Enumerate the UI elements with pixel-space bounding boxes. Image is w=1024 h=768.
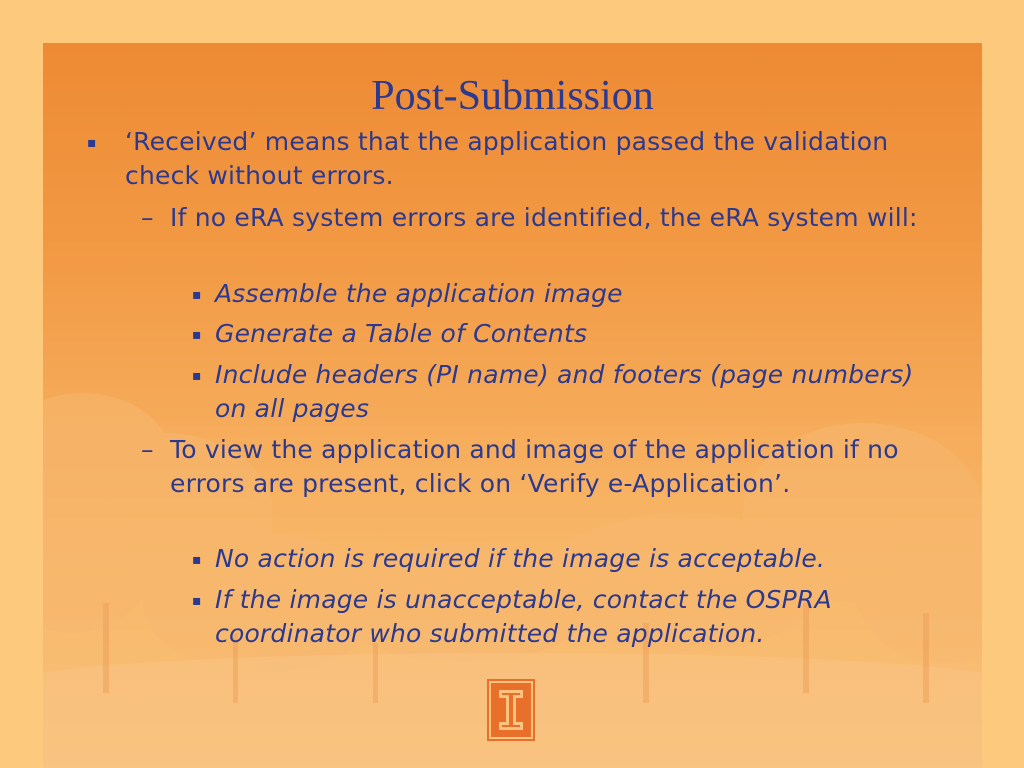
bullet-square: ▪ <box>87 135 97 151</box>
list-item-level-2: If no eRA system errors are identified, the eRA system will: <box>170 203 918 232</box>
bullet-square: ▪ <box>192 368 202 384</box>
list-item-level-3: Assemble the application image <box>215 279 623 308</box>
slide-title: Post-Submission <box>371 73 654 119</box>
dash-marker: – <box>141 435 154 464</box>
dash-marker: – <box>141 203 154 232</box>
list-item-level-1: ‘Received’ means that the application passed the validation check without errors. <box>125 127 889 190</box>
block-i-logo <box>487 679 535 741</box>
list-item-level-3: No action is required if the image is acceptable. <box>215 544 826 573</box>
list-item-level-3: Generate a Table of Contents <box>215 319 588 348</box>
bullet-square: ▪ <box>192 552 202 568</box>
bullet-square: ▪ <box>192 287 202 303</box>
bullet-square: ▪ <box>192 327 202 343</box>
list-item-level-3: If the image is unacceptable, contact the OSPRA coordinator who submitted the application. <box>215 585 832 648</box>
list-item-level-2: To view the application and image of the application if no errors are present, click on ‘Verify e-Application’. <box>170 435 899 498</box>
slide <box>43 43 982 768</box>
bullet-square: ▪ <box>192 593 202 609</box>
list-item-level-3: Include headers (PI name) and footers (page numbers) on all pages <box>215 360 914 423</box>
